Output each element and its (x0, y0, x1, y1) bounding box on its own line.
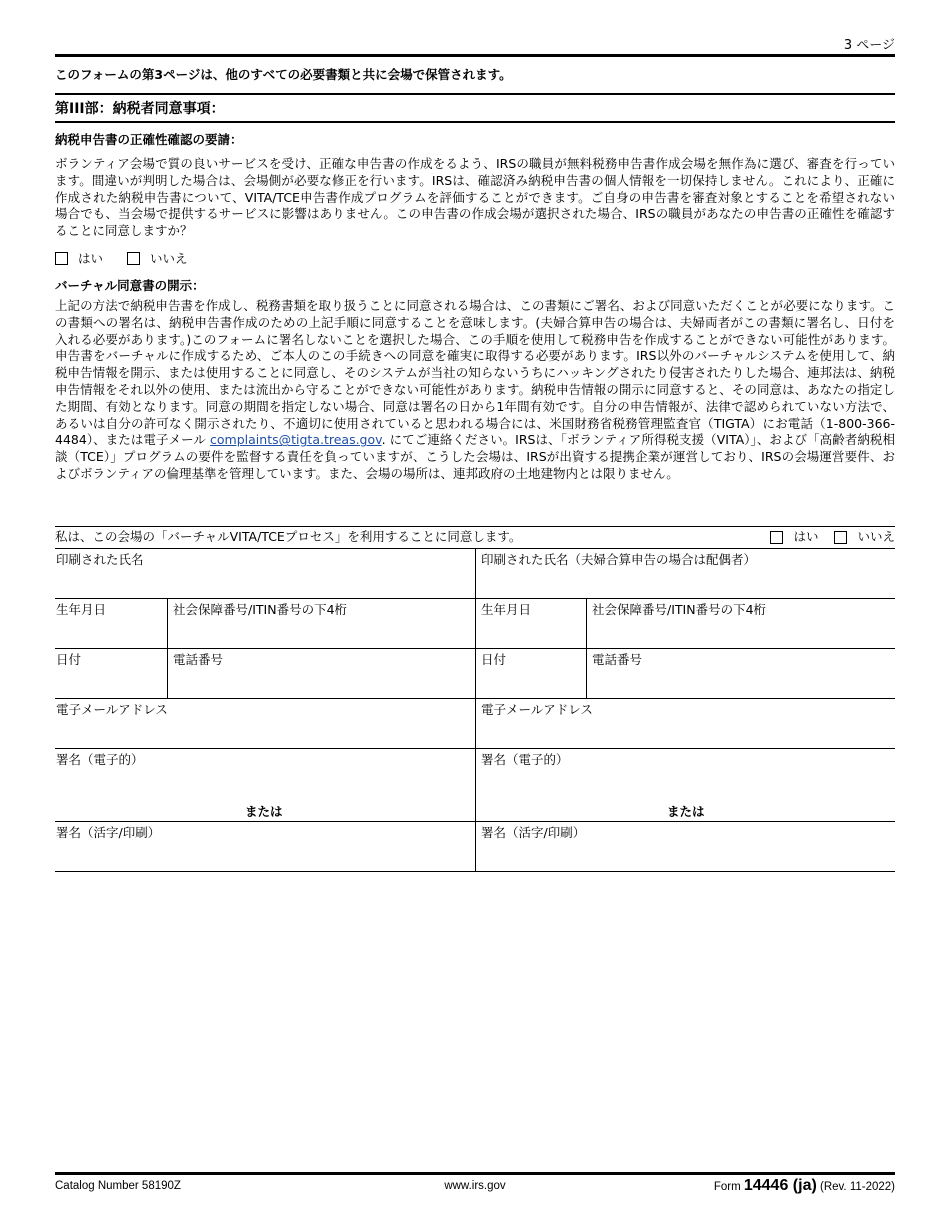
review-no-checkbox[interactable] (127, 252, 140, 265)
review-no-label: いいえ (150, 251, 188, 266)
virtual-body-text: 上記の方法で納税申告書を作成し、税務書類を取り扱うことに同意される場合は、この書類にご署名、および同意いただくことが必要になります。この書類への署名は、納税申告書作成のための上記手順に同意することを意味します。(夫婦合算申告の場合は、夫婦両者がこの書類に署名し、日付を入れる必要があります。)このフォームに署名しないことを選択した場合、この手順を使用して税務申告を作成することができない可能性があります。申告書をバーチャルに作成するため、ご本人のこの手続きへの同意を確実に取得する必要があります。IRS以外のバーチャルシステムを使用して、納税申告情報を開示、または使用することに同意し、そのシステムが当社の知らないうちにハッキングされたり侵害されたりした場合、連邦法は、納税申告情報をそれ以外の使用、または流出から守ることができない可能性があります。納税申告情報の開示に同意すると、その同意は、あなたの指定した期間、有効となります。同意の期間を指定しない場合、同意は署名の日から1年間有効です。自分の申告情報が、法律で認められていない方法で、あるいは自分の許可なく開示されたり、不適切に使用されていると思われる場合には、米国財務省税務管理監査官（TIGTA）にお電話（1-800-366-4484）、または電子メール (55, 298, 895, 448)
taxpayer-print-signature-field[interactable] (55, 821, 475, 871)
taxpayer-phone-field[interactable] (172, 648, 475, 698)
part-rule-top (55, 93, 895, 95)
grid-row-line (55, 871, 895, 872)
field-label: 生年月日 (481, 602, 532, 617)
catalog-number: Catalog Number 58190Z (55, 1180, 181, 1192)
review-consent-options (55, 249, 212, 267)
field-label: 署名（活字/印刷） (481, 825, 586, 840)
review-yes-checkbox[interactable] (55, 252, 68, 265)
website: www.irs.gov (444, 1180, 506, 1192)
taxpayer-birth-date-field[interactable] (55, 598, 167, 648)
virtual-heading: バーチャル同意書の開示： (55, 278, 205, 293)
virtual-yes-checkbox[interactable] (770, 531, 783, 544)
field-label: 電子メールアドレス (56, 702, 168, 717)
review-yes-label: はい (78, 251, 104, 266)
field-label: 署名（電子的） (481, 752, 569, 767)
virtual-consent-statement: 私は、この会場の「バーチャルVITA/TCEプロセス」を利用することに同意します。 (55, 529, 522, 544)
top-rule (55, 54, 895, 57)
taxpayer-electronic-signature-field[interactable] (55, 748, 475, 800)
review-body: ボランティア会場で質の良いサービスを受け、正確な申告書の作成をるよう、IRSの職員が無料税務申告書作成会場を無作為に選び、審査を行っています。間違いが判明した場合は、会場側が必要な修正を行います。IRSは、確認済み納税申告書の個人情報を一切保持しません。これにより、正確に作成された納税申告書について、VITA/TCE申告書作成プログラムを評価することができます。ご自身の申告書を審査対象とすることを希望されない場合でも、当会場で提供するサービスに影響はありません。この申告書の作成会場が選択された場合、IRSの職員があなたの申告書の正確性を確認することに同意しますか？ (55, 156, 895, 239)
spouse-date-field[interactable] (480, 648, 586, 698)
field-label: 日付 (481, 652, 507, 667)
form-page (55, 0, 895, 1230)
virtual-consent-row (55, 526, 895, 549)
form-prefix: Form (713, 1181, 741, 1193)
taxpayer-date-field[interactable] (55, 648, 167, 698)
form-revision: (Rev. 11-2022) (820, 1181, 895, 1193)
taxpayer-email-field[interactable] (55, 698, 475, 748)
tigta-email-link[interactable]: complaints@tigta.treas.gov (210, 432, 382, 448)
field-label: 日付 (56, 652, 82, 667)
spouse-print-signature-field[interactable] (480, 821, 895, 871)
review-heading: 納税申告書の正確性確認の要請： (55, 132, 243, 147)
virtual-yes-label: はい (793, 529, 819, 544)
grid-center-divider (475, 548, 476, 871)
form-identifier (714, 1177, 895, 1195)
spouse-printed-name-field[interactable] (480, 548, 895, 598)
field-label: 生年月日 (56, 602, 107, 617)
spouse-email-field[interactable] (480, 698, 895, 748)
taxpayer-ssn-field[interactable] (172, 598, 475, 648)
virtual-body-text-cont: . にてご連絡ください。IRSは、「ボランティア所得税支援（VITA）」、および「高齢者納税相談（TCE）」プログラムの要件を監督する責任を負っていますが、こうした会場は、IRSが出資する提携企業が運営しており、IRSの会場運営要件、およびボランティアの倫理基準を管理しています。また、会場の場所は、連邦政府の土地建物内とは限りません。 (55, 432, 895, 481)
virtual-body (55, 298, 895, 483)
virtual-no-label: いいえ (857, 529, 895, 544)
footer-rule (55, 1172, 895, 1175)
storage-notice: このフォームの第3ページは、他のすべての必要書類と共に会場で保管されます。 (55, 67, 512, 82)
form-number: 14446 (ja) (743, 1177, 817, 1194)
field-label: 印刷された氏名（夫婦合算申告の場合は配偶者） (481, 552, 757, 567)
field-label: 署名（電子的） (56, 752, 144, 767)
field-label: 社会保障番号/ITIN番号の下4桁 (592, 602, 767, 617)
field-label: 印刷された氏名 (56, 552, 144, 567)
spouse-ssn-field[interactable] (591, 598, 895, 648)
part-rule-bottom (55, 121, 895, 123)
field-label: 電話番号 (173, 652, 224, 667)
field-label: 署名（活字/印刷） (56, 825, 161, 840)
field-label: 電話番号 (592, 652, 643, 667)
field-label: 社会保障番号/ITIN番号の下4桁 (173, 602, 348, 617)
or-label: または (667, 804, 705, 819)
part3-title: 第III部：納税者同意事項： (55, 101, 225, 117)
or-label: または (245, 804, 283, 819)
spouse-electronic-signature-field[interactable] (480, 748, 895, 800)
taxpayer-printed-name-field[interactable] (55, 548, 475, 598)
field-label: 電子メールアドレス (481, 702, 593, 717)
spouse-phone-field[interactable] (591, 648, 895, 698)
spouse-birth-date-field[interactable] (480, 598, 586, 648)
page-number: 3 ページ (843, 38, 895, 53)
signature-grid (55, 548, 895, 872)
virtual-no-checkbox[interactable] (834, 531, 847, 544)
